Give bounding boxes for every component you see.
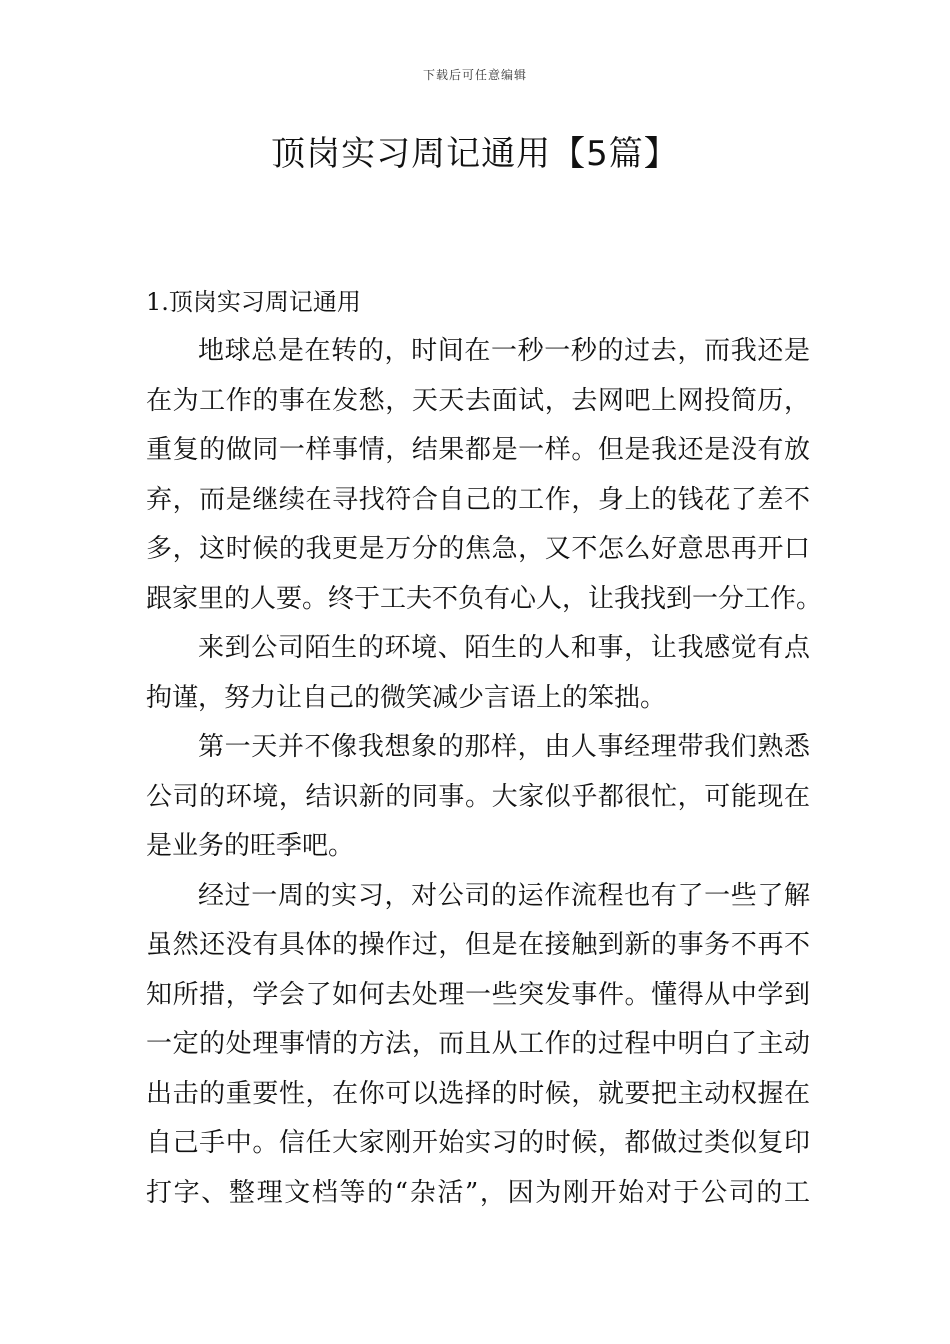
paragraph-line: 自己手中。信任大家刚开始实习的时候，都做过类似复印 (146, 1128, 810, 1158)
header-note: 下载后可任意编辑 (422, 68, 527, 82)
paragraph (146, 872, 810, 1219)
paragraph-line: 知所措，学会了如何去处理一些突发事件。懂得从中学到 (146, 979, 810, 1010)
paragraph-line: 拘谨，努力让自己的微笑减少言语上的笨拙。 (146, 682, 667, 713)
paragraph-line: 打字、整理文档等的“杂活”，因为刚开始对于公司的工 (146, 1177, 810, 1208)
paragraph-line: 第一天并不像我想象的那样，由人事经理带我们熟悉 (198, 732, 810, 762)
section-heading: 1.顶岗实习周记通用 (146, 288, 361, 316)
paragraph (146, 624, 810, 723)
paragraph-line: 经过一周的实习，对公司的运作流程也有了一些了解 (198, 880, 810, 911)
paragraph-line: 地球总是在转的，时间在一秒一秒的过去，而我还是 (198, 336, 810, 366)
document-body (146, 278, 823, 1218)
document-title: 顶岗实习周记通用【5篇】 (271, 134, 679, 174)
paragraph-line: 是业务的旺季吧。 (146, 831, 355, 861)
paragraph-line: 来到公司陌生的环境、陌生的人和事，让我感觉有点 (198, 633, 810, 663)
paragraph-line: 弃，而是继续在寻找符合自己的工作，身上的钱花了差不 (146, 484, 810, 515)
paragraph-line: 跟家里的人要。终于工夫不负有心人，让我找到一分工作。 (146, 583, 823, 614)
paragraph-line: 重复的做同一样事情，结果都是一样。但是我还是没有放 (146, 435, 810, 465)
paragraph-line: 出击的重要性，在你可以选择的时候，就要把主动权握在 (146, 1078, 810, 1109)
paragraph-line: 多，这时候的我更是万分的焦急，又不怎么好意思再开口 (146, 534, 810, 564)
paragraph-line: 公司的环境，结识新的同事。大家似乎都很忙，可能现在 (146, 781, 810, 812)
paragraph-line: 虽然还没有具体的操作过，但是在接触到新的事务不再不 (146, 930, 810, 960)
paragraph (146, 327, 823, 624)
paragraph-line: 一定的处理事情的方法，而且从工作的过程中明白了主动 (146, 1029, 810, 1059)
paragraph (146, 723, 810, 872)
paragraph-line: 在为工作的事在发愁，天天去面试，去网吧上网投简历， (146, 385, 810, 416)
